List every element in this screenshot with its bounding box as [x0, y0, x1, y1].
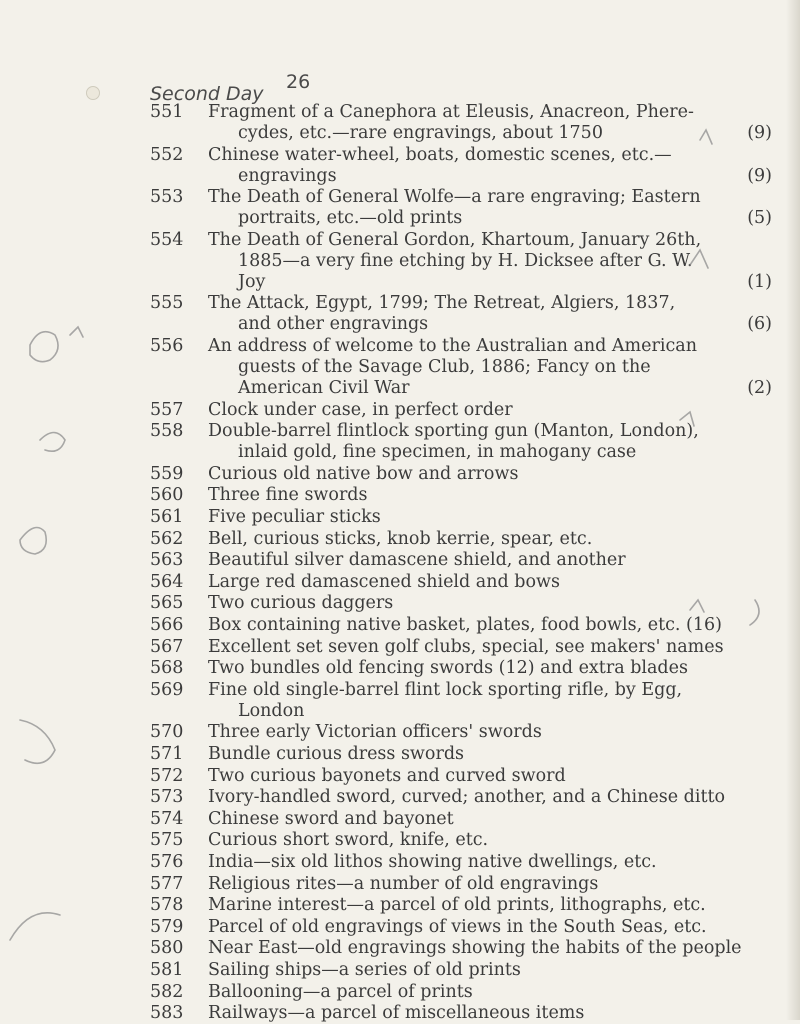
lot-number: 551 [150, 102, 184, 122]
lot-description: Railways—a parcel of miscellaneous items [208, 1003, 585, 1024]
lot-description-continued: engravings [238, 165, 337, 186]
margin-mark [10, 913, 60, 940]
lot-number: 554 [150, 229, 184, 250]
lot-number: 582 [150, 981, 184, 1002]
lot-description: Chinese sword and bayonet [208, 808, 454, 829]
lot-description: Ivory-handled sword, curved; another, and a Chinese ditto [208, 787, 726, 808]
lot-quantity: (1) [747, 271, 772, 292]
lot-quantity: (9) [747, 165, 772, 186]
lot-number: 567 [150, 636, 184, 657]
lot-number: 580 [150, 938, 184, 959]
lot-number: 571 [150, 744, 184, 764]
lot-number: 559 [150, 463, 184, 484]
lot-number: 562 [150, 528, 184, 549]
lot-description: Three early Victorian officers' swords [208, 722, 542, 743]
lot-number: 576 [150, 852, 184, 872]
lot-number: 581 [150, 960, 184, 980]
lot-quantity: (9) [747, 123, 772, 143]
lot-description-continued: guests of the Savage Club, 1886; Fancy on the [238, 357, 651, 377]
lot-number: 564 [150, 571, 184, 592]
lot-number: 552 [150, 144, 184, 165]
lot-description: Fine old single-barrel flint lock sporting rifle, by Egg, [208, 679, 683, 700]
lot-description: India—six old lithos showing native dwellings, etc. [208, 852, 657, 872]
lot-description: Beautiful silver damascene shield, and another [208, 550, 626, 571]
margin-mark [20, 720, 55, 763]
lot-description-continued: 1885—a very fine etching by H. Dicksee after G. W. [238, 250, 693, 271]
lot-number: 568 [150, 658, 184, 679]
lot-description: The Death of General Gordon, Khartoum, January 26th, [208, 229, 702, 250]
lot-number: 574 [150, 808, 184, 829]
lot-number: 572 [150, 765, 184, 786]
lot-description: Marine interest—a parcel of old prints, lithographs, etc. [208, 895, 706, 916]
lot-description-continued: cydes, etc.—rare engravings, about 1750 [238, 123, 603, 143]
lot-description: Sailing ships—a series of old prints [208, 960, 521, 980]
lot-number: 565 [150, 593, 184, 614]
lot-number: 557 [150, 399, 184, 420]
lot-quantity: (5) [747, 208, 772, 229]
lot-description: Three fine swords [208, 485, 368, 506]
lot-number: 553 [150, 187, 184, 208]
margin-mark [680, 412, 694, 426]
lot-number: 573 [150, 787, 184, 808]
lot-description: Near East—old engravings showing the habits of the people [208, 938, 742, 959]
lot-number: 583 [150, 1003, 184, 1024]
margin-mark [20, 528, 46, 555]
lot-description: The Death of General Wolfe—a rare engraving; Eastern [208, 187, 701, 208]
lot-number: 579 [150, 916, 184, 937]
lot-description: Large red damascened shield and bows [208, 571, 560, 592]
lot-description: Two curious daggers [208, 593, 394, 614]
lot-number: 555 [150, 293, 184, 314]
margin-mark [690, 600, 704, 612]
lot-description: Five peculiar sticks [208, 507, 381, 527]
lot-description-continued: American Civil War [238, 378, 410, 398]
lot-number: 558 [150, 421, 184, 442]
lot-description: The Attack, Egypt, 1799; The Retreat, Algiers, 1837, [208, 293, 676, 314]
lot-description: Two bundles old fencing swords (12) and extra blades [208, 658, 688, 679]
lot-description: Bundle curious dress swords [208, 744, 464, 764]
page-edge [786, 0, 800, 1020]
lot-description-continued: London [238, 700, 305, 721]
lot-number: 577 [150, 873, 184, 894]
lot-description: Curious old native bow and arrows [208, 463, 519, 484]
lot-number: 560 [150, 485, 184, 506]
lot-number: 569 [150, 679, 184, 700]
lot-description-continued: inlaid gold, fine specimen, in mahogany case [238, 442, 637, 463]
lot-number: 570 [150, 722, 184, 743]
lot-quantity: (6) [747, 314, 772, 335]
section-title: Second Day [150, 83, 264, 105]
lot-description: Ballooning—a parcel of prints [208, 981, 473, 1002]
lot-description: Religious rites—a number of old engravings [208, 873, 599, 894]
lot-description: Clock under case, in perfect order [208, 399, 513, 420]
margin-mark [40, 433, 65, 452]
lot-description: Curious short sword, knife, etc. [208, 830, 489, 851]
lot-number: 578 [150, 895, 184, 916]
lot-number: 575 [150, 830, 184, 851]
lot-description: Excellent set seven golf clubs, special, see makers' names [208, 636, 724, 657]
lot-description: Chinese water-wheel, boats, domestic scenes, etc.— [208, 144, 672, 165]
lot-number: 563 [150, 550, 184, 571]
lot-description-continued: portraits, etc.—old prints [238, 208, 463, 229]
lot-description: An address of welcome to the Australian and American [208, 336, 697, 356]
margin-mark [700, 130, 712, 144]
margin-mark [30, 332, 58, 362]
lot-description: Double-barrel flintlock sporting gun (Manton, London), [208, 421, 699, 442]
lot-description: Bell, curious sticks, knob kerrie, spear, etc. [208, 528, 593, 549]
lot-description-continued: Joy [238, 271, 266, 292]
lot-description: Parcel of old engravings of views in the South Seas, etc. [208, 916, 707, 937]
page-number: 26 [286, 71, 311, 93]
lot-description-continued: and other engravings [238, 314, 429, 335]
lot-quantity: (2) [747, 378, 772, 398]
lot-description: Fragment of a Canephora at Eleusis, Anacreon, Phere- [208, 102, 694, 122]
margin-mark [70, 327, 83, 337]
lot-number: 561 [150, 507, 184, 527]
lot-number: 566 [150, 615, 184, 635]
lot-description: Box containing native basket, plates, food bowls, etc. (16) [208, 615, 722, 635]
margin-mark [750, 600, 759, 625]
lot-description: Two curious bayonets and curved sword [208, 765, 566, 786]
margin-mark [690, 250, 708, 268]
lot-number: 556 [150, 336, 184, 356]
